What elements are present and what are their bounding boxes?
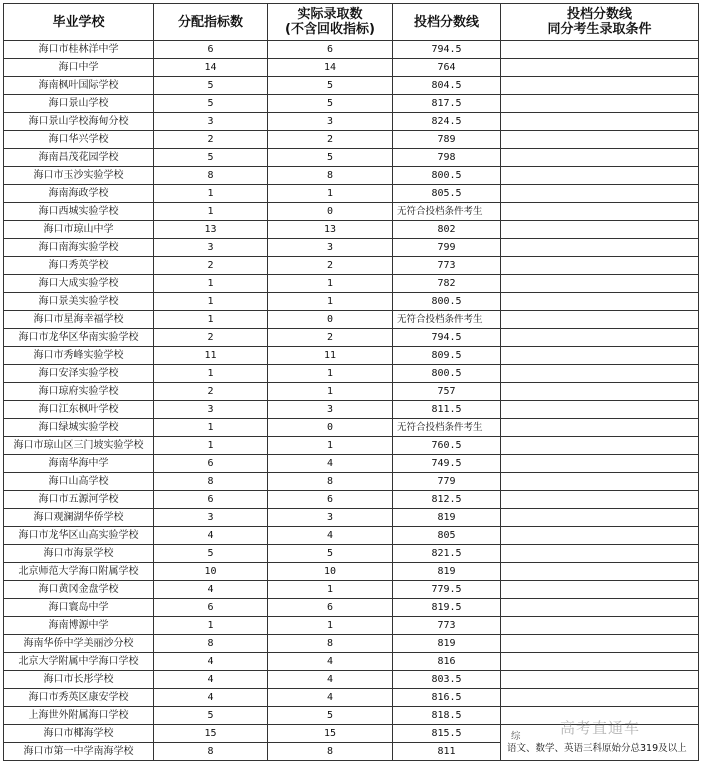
school-cell: 海口寰岛中学 xyxy=(4,599,154,617)
actual-cell: 8 xyxy=(268,473,393,491)
actual-cell: 0 xyxy=(268,419,393,437)
condition-cell xyxy=(501,239,699,257)
school-cell: 海口市琼山区三门坡实验学校 xyxy=(4,437,154,455)
table-row xyxy=(4,365,699,383)
actual-cell: 4 xyxy=(268,527,393,545)
school-cell: 海口大成实验学校 xyxy=(4,275,154,293)
school-cell: 海口黄冈金盘学校 xyxy=(4,581,154,599)
score-cell: 无符合投档条件考生 xyxy=(393,419,501,437)
table-row xyxy=(4,275,699,293)
condition-cell xyxy=(501,707,699,725)
actual-cell: 6 xyxy=(268,41,393,59)
table-row xyxy=(4,617,699,635)
table-row xyxy=(4,311,699,329)
table-row xyxy=(4,563,699,581)
quota-cell: 8 xyxy=(154,743,268,761)
quota-cell: 14 xyxy=(154,59,268,77)
school-cell: 海口山高学校 xyxy=(4,473,154,491)
table-row xyxy=(4,437,699,455)
score-cell: 805.5 xyxy=(393,185,501,203)
actual-cell: 4 xyxy=(268,653,393,671)
school-cell: 海口秀英学校 xyxy=(4,257,154,275)
actual-cell: 5 xyxy=(268,545,393,563)
condition-cell xyxy=(501,563,699,581)
score-cell: 782 xyxy=(393,275,501,293)
condition-cell xyxy=(501,671,699,689)
score-cell: 749.5 xyxy=(393,455,501,473)
condition-cell xyxy=(501,41,699,59)
school-cell: 海南昌茂花园学校 xyxy=(4,149,154,167)
quota-cell: 1 xyxy=(154,185,268,203)
condition-cell xyxy=(501,329,699,347)
school-cell: 海口市第一中学南海学校 xyxy=(4,743,154,761)
condition-cell xyxy=(501,725,699,761)
header-row xyxy=(4,4,699,41)
score-cell: 779.5 xyxy=(393,581,501,599)
quota-cell: 5 xyxy=(154,545,268,563)
actual-cell: 0 xyxy=(268,311,393,329)
table-row xyxy=(4,491,699,509)
condition-cell xyxy=(501,131,699,149)
actual-cell: 1 xyxy=(268,383,393,401)
quota-cell: 2 xyxy=(154,383,268,401)
table-row xyxy=(4,653,699,671)
quota-cell: 8 xyxy=(154,473,268,491)
actual-cell: 5 xyxy=(268,77,393,95)
school-cell: 北京师范大学海口附属学校 xyxy=(4,563,154,581)
table-row xyxy=(4,113,699,131)
condition-note-line2: 语文、数学、英语三科原始分总319及以上 xyxy=(507,742,687,754)
quota-cell: 4 xyxy=(154,671,268,689)
school-cell: 海口景山学校 xyxy=(4,95,154,113)
quota-cell: 1 xyxy=(154,617,268,635)
school-cell: 上海世外附属海口学校 xyxy=(4,707,154,725)
actual-cell: 5 xyxy=(268,95,393,113)
school-cell: 海口市琼山中学 xyxy=(4,221,154,239)
quota-cell: 3 xyxy=(154,401,268,419)
watermark: 高考直通车 xyxy=(560,719,641,737)
condition-cell xyxy=(501,617,699,635)
condition-note-line1: 综 xyxy=(511,730,521,742)
table-row xyxy=(4,401,699,419)
school-cell: 海南华海中学 xyxy=(4,455,154,473)
score-cell: 无符合投档条件考生 xyxy=(393,203,501,221)
table-row xyxy=(4,455,699,473)
actual-cell: 4 xyxy=(268,689,393,707)
actual-cell: 8 xyxy=(268,635,393,653)
quota-cell: 1 xyxy=(154,419,268,437)
score-cell: 789 xyxy=(393,131,501,149)
school-cell: 海口市桂林洋中学 xyxy=(4,41,154,59)
school-cell: 海口市海景学校 xyxy=(4,545,154,563)
score-cell: 819 xyxy=(393,509,501,527)
score-cell: 824.5 xyxy=(393,113,501,131)
table-row xyxy=(4,59,699,77)
actual-cell: 3 xyxy=(268,401,393,419)
actual-cell: 3 xyxy=(268,239,393,257)
header-actual-line1: 实际录取数 xyxy=(297,7,363,22)
actual-cell: 10 xyxy=(268,563,393,581)
school-cell: 海口西城实验学校 xyxy=(4,203,154,221)
table-row xyxy=(4,329,699,347)
header-condition-line2: 同分考生录取条件 xyxy=(547,22,652,37)
score-cell: 817.5 xyxy=(393,95,501,113)
condition-cell xyxy=(501,455,699,473)
quota-cell: 2 xyxy=(154,131,268,149)
header-school: 毕业学校 xyxy=(4,4,154,41)
table-row xyxy=(4,239,699,257)
actual-cell: 6 xyxy=(268,491,393,509)
header-actual xyxy=(268,4,393,41)
quota-cell: 5 xyxy=(154,707,268,725)
quota-cell: 8 xyxy=(154,167,268,185)
school-cell: 海口华兴学校 xyxy=(4,131,154,149)
school-cell: 北京大学附属中学海口学校 xyxy=(4,653,154,671)
score-cell: 819 xyxy=(393,563,501,581)
score-cell: 800.5 xyxy=(393,365,501,383)
score-cell: 818.5 xyxy=(393,707,501,725)
quota-cell: 8 xyxy=(154,635,268,653)
table-row xyxy=(4,545,699,563)
quota-cell: 6 xyxy=(154,455,268,473)
condition-cell xyxy=(501,257,699,275)
condition-cell xyxy=(501,113,699,131)
quota-cell: 1 xyxy=(154,203,268,221)
header-condition-line1: 投档分数线 xyxy=(566,7,632,22)
condition-cell xyxy=(501,221,699,239)
actual-cell: 3 xyxy=(268,509,393,527)
actual-cell: 8 xyxy=(268,743,393,761)
table-row xyxy=(4,131,699,149)
score-cell: 无符合投档条件考生 xyxy=(393,311,501,329)
actual-cell: 1 xyxy=(268,275,393,293)
actual-cell: 4 xyxy=(268,455,393,473)
school-cell: 海口南海实验学校 xyxy=(4,239,154,257)
table-row xyxy=(4,293,699,311)
actual-cell: 1 xyxy=(268,617,393,635)
condition-cell xyxy=(501,311,699,329)
school-cell: 海口安泽实验学校 xyxy=(4,365,154,383)
school-cell: 海口观澜湖华侨学校 xyxy=(4,509,154,527)
score-cell: 816 xyxy=(393,653,501,671)
admission-table xyxy=(3,3,699,761)
school-cell: 海口市秀峰实验学校 xyxy=(4,347,154,365)
quota-cell: 10 xyxy=(154,563,268,581)
quota-cell: 1 xyxy=(154,365,268,383)
table-row xyxy=(4,203,699,221)
actual-cell: 2 xyxy=(268,257,393,275)
header-score: 投档分数线 xyxy=(393,4,501,41)
actual-cell: 13 xyxy=(268,221,393,239)
condition-cell xyxy=(501,581,699,599)
condition-cell xyxy=(501,527,699,545)
condition-cell xyxy=(501,437,699,455)
quota-cell: 2 xyxy=(154,329,268,347)
school-cell: 海口琼府实验学校 xyxy=(4,383,154,401)
score-cell: 773 xyxy=(393,257,501,275)
school-cell: 海南海政学校 xyxy=(4,185,154,203)
actual-cell: 1 xyxy=(268,293,393,311)
table-row xyxy=(4,383,699,401)
quota-cell: 1 xyxy=(154,437,268,455)
quota-cell: 2 xyxy=(154,257,268,275)
score-cell: 799 xyxy=(393,239,501,257)
actual-cell: 15 xyxy=(268,725,393,743)
school-cell: 海口市秀英区康安学校 xyxy=(4,689,154,707)
score-cell: 804.5 xyxy=(393,77,501,95)
table-row xyxy=(4,77,699,95)
school-cell: 海口中学 xyxy=(4,59,154,77)
condition-cell xyxy=(501,689,699,707)
condition-cell xyxy=(501,203,699,221)
school-cell: 海口市星海幸福学校 xyxy=(4,311,154,329)
condition-cell xyxy=(501,167,699,185)
actual-cell: 11 xyxy=(268,347,393,365)
score-cell: 821.5 xyxy=(393,545,501,563)
score-cell: 819.5 xyxy=(393,599,501,617)
condition-cell xyxy=(501,509,699,527)
score-cell: 811 xyxy=(393,743,501,761)
table-row xyxy=(4,473,699,491)
actual-cell: 1 xyxy=(268,437,393,455)
quota-cell: 4 xyxy=(154,581,268,599)
condition-cell xyxy=(501,293,699,311)
score-cell: 812.5 xyxy=(393,491,501,509)
school-cell: 海口市长彤学校 xyxy=(4,671,154,689)
quota-cell: 5 xyxy=(154,149,268,167)
school-cell: 海口市五源河学校 xyxy=(4,491,154,509)
actual-cell: 1 xyxy=(268,185,393,203)
condition-cell xyxy=(501,599,699,617)
score-cell: 805 xyxy=(393,527,501,545)
actual-cell: 4 xyxy=(268,671,393,689)
quota-cell: 6 xyxy=(154,491,268,509)
actual-cell: 6 xyxy=(268,599,393,617)
school-cell: 海口市龙华区山高实验学校 xyxy=(4,527,154,545)
quota-cell: 6 xyxy=(154,41,268,59)
quota-cell: 13 xyxy=(154,221,268,239)
quota-cell: 6 xyxy=(154,599,268,617)
school-cell: 海口绿城实验学校 xyxy=(4,419,154,437)
score-cell: 815.5 xyxy=(393,725,501,743)
school-cell: 海南博源中学 xyxy=(4,617,154,635)
quota-cell: 5 xyxy=(154,77,268,95)
quota-cell: 4 xyxy=(154,527,268,545)
table-row xyxy=(4,725,699,743)
condition-cell xyxy=(501,59,699,77)
table-row xyxy=(4,671,699,689)
quota-cell: 4 xyxy=(154,653,268,671)
table-row xyxy=(4,689,699,707)
table-row xyxy=(4,599,699,617)
school-cell: 海口市椰海学校 xyxy=(4,725,154,743)
score-cell: 803.5 xyxy=(393,671,501,689)
school-cell: 海口市玉沙实验学校 xyxy=(4,167,154,185)
school-cell: 海口景美实验学校 xyxy=(4,293,154,311)
table-row xyxy=(4,185,699,203)
score-cell: 819 xyxy=(393,635,501,653)
quota-cell: 15 xyxy=(154,725,268,743)
condition-cell xyxy=(501,401,699,419)
condition-cell xyxy=(501,77,699,95)
table-row xyxy=(4,221,699,239)
condition-cell xyxy=(501,653,699,671)
condition-cell xyxy=(501,185,699,203)
score-cell: 760.5 xyxy=(393,437,501,455)
condition-cell xyxy=(501,545,699,563)
quota-cell: 3 xyxy=(154,113,268,131)
score-cell: 800.5 xyxy=(393,293,501,311)
score-cell: 779 xyxy=(393,473,501,491)
table-row xyxy=(4,509,699,527)
header-quota: 分配指标数 xyxy=(154,4,268,41)
score-cell: 802 xyxy=(393,221,501,239)
score-cell: 773 xyxy=(393,617,501,635)
table-row xyxy=(4,95,699,113)
score-cell: 809.5 xyxy=(393,347,501,365)
actual-cell: 1 xyxy=(268,581,393,599)
table-row xyxy=(4,347,699,365)
quota-cell: 3 xyxy=(154,509,268,527)
table-row xyxy=(4,707,699,725)
actual-cell: 0 xyxy=(268,203,393,221)
score-cell: 800.5 xyxy=(393,167,501,185)
actual-cell: 2 xyxy=(268,329,393,347)
school-cell: 海口景山学校海甸分校 xyxy=(4,113,154,131)
condition-cell xyxy=(501,347,699,365)
quota-cell: 4 xyxy=(154,689,268,707)
condition-cell xyxy=(501,383,699,401)
score-cell: 794.5 xyxy=(393,329,501,347)
score-cell: 798 xyxy=(393,149,501,167)
quota-cell: 1 xyxy=(154,293,268,311)
condition-cell xyxy=(501,149,699,167)
quota-cell: 1 xyxy=(154,275,268,293)
condition-cell xyxy=(501,635,699,653)
school-cell: 海南枫叶国际学校 xyxy=(4,77,154,95)
actual-cell: 8 xyxy=(268,167,393,185)
table-row xyxy=(4,41,699,59)
school-cell: 海口市龙华区华南实验学校 xyxy=(4,329,154,347)
table-body xyxy=(4,41,699,761)
condition-cell xyxy=(501,419,699,437)
table-row xyxy=(4,167,699,185)
condition-cell xyxy=(501,275,699,293)
actual-cell: 3 xyxy=(268,113,393,131)
condition-cell xyxy=(501,95,699,113)
table-row xyxy=(4,149,699,167)
quota-cell: 3 xyxy=(154,239,268,257)
table-row xyxy=(4,635,699,653)
school-cell: 海南华侨中学美丽沙分校 xyxy=(4,635,154,653)
table-row xyxy=(4,419,699,437)
quota-cell: 5 xyxy=(154,95,268,113)
table-row xyxy=(4,257,699,275)
school-cell: 海口江东枫叶学校 xyxy=(4,401,154,419)
actual-cell: 5 xyxy=(268,149,393,167)
actual-cell: 14 xyxy=(268,59,393,77)
condition-cell xyxy=(501,491,699,509)
table-row xyxy=(4,581,699,599)
actual-cell: 2 xyxy=(268,131,393,149)
actual-cell: 5 xyxy=(268,707,393,725)
table-row xyxy=(4,527,699,545)
header-condition xyxy=(501,4,699,41)
condition-cell xyxy=(501,473,699,491)
header-actual-line2: (不含回收指标) xyxy=(285,22,375,37)
actual-cell: 1 xyxy=(268,365,393,383)
score-cell: 811.5 xyxy=(393,401,501,419)
condition-cell xyxy=(501,365,699,383)
quota-cell: 1 xyxy=(154,311,268,329)
quota-cell: 11 xyxy=(154,347,268,365)
score-cell: 794.5 xyxy=(393,41,501,59)
score-cell: 757 xyxy=(393,383,501,401)
score-cell: 764 xyxy=(393,59,501,77)
score-cell: 816.5 xyxy=(393,689,501,707)
